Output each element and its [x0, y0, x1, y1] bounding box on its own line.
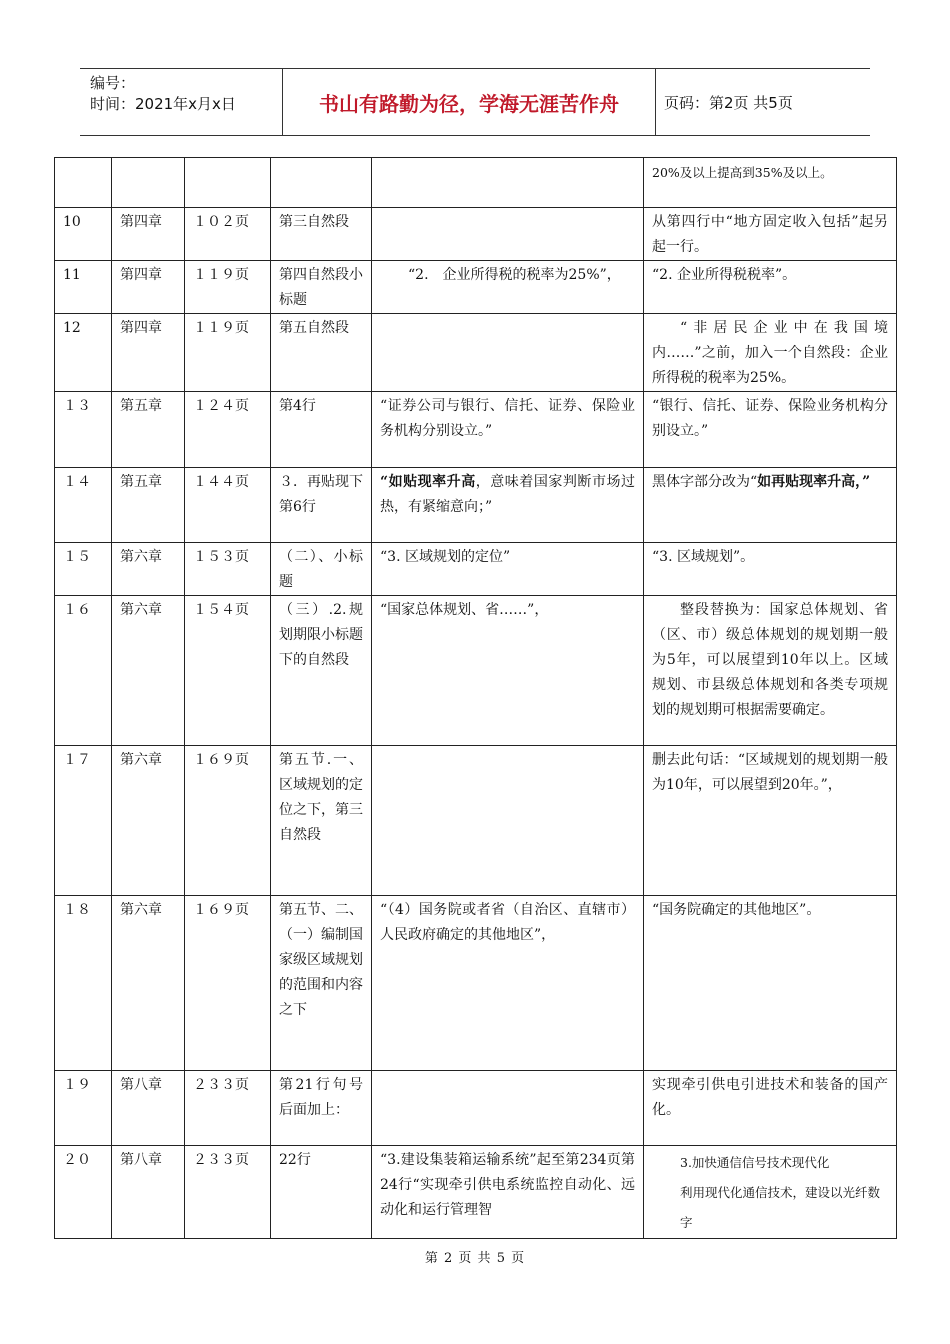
cell-revised: 实现牵引供电引进技术和装备的国产化。	[644, 1071, 897, 1146]
cell-revised: 20%及以上提高到35%及以上。	[644, 158, 897, 208]
revised-text: 黑体字部分改为“	[652, 474, 758, 490]
cell-page: １６９页	[185, 746, 271, 896]
cell-location: ３．再贴现下第6行	[271, 468, 372, 543]
cell-chapter	[112, 158, 185, 208]
cell-chapter: 第四章	[112, 314, 185, 392]
table-row	[55, 896, 897, 1071]
cell-revised: 整段替换为：国家总体规划、省（区、市）级总体规划的规划期一般为5年，可以展望到10年以上。区域规划、市县级总体规划和各类专项规划的规划期可根据需要确定。	[644, 596, 897, 746]
cell-page: １５３页	[185, 543, 271, 596]
cell-page: ２３３页	[185, 1071, 271, 1146]
date-label: 时间：2021年x月x日	[90, 95, 236, 113]
cell-no: １９	[55, 1071, 112, 1146]
cell-location: （三）.2.规划期限小标题下的自然段	[271, 596, 372, 746]
cell-page: １１９页	[185, 314, 271, 392]
cell-location: 第五节、二、（一）编制国家级区域规划的范围和内容之下	[271, 896, 372, 1071]
table-row	[55, 261, 897, 314]
table-row	[55, 746, 897, 896]
cell-no: 12	[55, 314, 112, 392]
cell-location: 22行	[271, 1146, 372, 1239]
cell-no: １４	[55, 468, 112, 543]
cell-page: １４４页	[185, 468, 271, 543]
cell-original: “2. 企业所得税的税率为25%”，	[372, 261, 644, 314]
table-row	[55, 208, 897, 261]
cell-no: １７	[55, 746, 112, 896]
header-motto: 书山有路勤为径，学海无涯苦作舟	[283, 69, 656, 135]
bold-text: “如贴现率升高	[380, 474, 476, 490]
cell-chapter: 第五章	[112, 468, 185, 543]
table-row	[55, 1146, 897, 1239]
errata-table	[54, 157, 897, 1239]
cell-no: 10	[55, 208, 112, 261]
header-page-info: 页码：第2页 共5页	[664, 93, 793, 112]
page-header	[80, 68, 870, 136]
cell-no: １６	[55, 596, 112, 746]
revised-line: 利用现代化通信技术，建设以光纤数字	[680, 1185, 881, 1230]
cell-location: 第五节.一、区域规划的定位之下，第三自然段	[271, 746, 372, 896]
cell-chapter: 第八章	[112, 1146, 185, 1239]
cell-original: “（4）国务院或者省（自治区、直辖市）人民政府确定的其他地区”，	[372, 896, 644, 1071]
cell-original: “证券公司与银行、信托、证券、保险业务机构分别设立。”	[372, 392, 644, 468]
cell-location: 第21行句号后面加上：	[271, 1071, 372, 1146]
header-meta	[80, 69, 283, 135]
cell-chapter: 第八章	[112, 1071, 185, 1146]
cell-revised: “国务院确定的其他地区”。	[644, 896, 897, 1071]
cell-revised: “3. 区域规划”。	[644, 543, 897, 596]
cell-page	[185, 158, 271, 208]
cell-no: １５	[55, 543, 112, 596]
cell-location: 第三自然段	[271, 208, 372, 261]
original-text: ，意味着国家判断市场过热，有紧缩意向；”	[380, 474, 635, 515]
cell-location: 第五自然段	[271, 314, 372, 392]
cell-original	[372, 1146, 644, 1239]
cell-original	[372, 314, 644, 392]
cell-no	[55, 158, 112, 208]
cell-no: １８	[55, 896, 112, 1071]
cell-chapter: 第六章	[112, 543, 185, 596]
table-row	[55, 392, 897, 468]
cell-chapter: 第四章	[112, 208, 185, 261]
number-label: 编号：	[90, 74, 136, 92]
cell-page: ２３３页	[185, 1146, 271, 1239]
cell-no: １３	[55, 392, 112, 468]
original-text: “3.建设集装箱运输系统”起至第234页第24行“实现牵引供电系统监控自动化、远动化和运行管理智	[380, 1152, 635, 1218]
cell-original	[372, 208, 644, 261]
cell-page: １０２页	[185, 208, 271, 261]
bold-text: 如再贴现率升高，”	[757, 474, 871, 490]
cell-original	[372, 158, 644, 208]
cell-location: （二）、小标题	[271, 543, 372, 596]
table-row	[55, 158, 897, 208]
cell-original: “国家总体规划、省……”，	[372, 596, 644, 746]
cell-page: １６９页	[185, 896, 271, 1071]
table-row	[55, 1071, 897, 1146]
cell-chapter: 第五章	[112, 392, 185, 468]
cell-location: 第4行	[271, 392, 372, 468]
table-row	[55, 543, 897, 596]
cell-chapter: 第六章	[112, 596, 185, 746]
cell-location	[271, 158, 372, 208]
cell-no: 11	[55, 261, 112, 314]
cell-page: １１９页	[185, 261, 271, 314]
cell-page: １２４页	[185, 392, 271, 468]
cell-original	[372, 468, 644, 543]
cell-revised: 从第四行中“地方固定收入包括”起另起一行。	[644, 208, 897, 261]
cell-revised	[644, 468, 897, 543]
cell-chapter: 第六章	[112, 896, 185, 1071]
cell-original	[372, 746, 644, 896]
cell-original: “3. 区域规划的定位”	[372, 543, 644, 596]
cell-page: １５４页	[185, 596, 271, 746]
cell-revised	[644, 1146, 897, 1239]
cell-chapter: 第四章	[112, 261, 185, 314]
revised-line: 3.加快通信信号技术现代化	[680, 1155, 830, 1170]
table-row	[55, 468, 897, 543]
cell-location: 第四自然段小标题	[271, 261, 372, 314]
cell-chapter: 第六章	[112, 746, 185, 896]
cell-no: ２０	[55, 1146, 112, 1239]
cell-original	[372, 1071, 644, 1146]
cell-revised: 删去此句话：“区域规划的规划期一般为10年，可以展望到20年。”，	[644, 746, 897, 896]
cell-revised: “非居民企业中在我国境内……”之前，加入一个自然段：企业所得税的税率为25%。	[644, 314, 897, 392]
cell-revised: “2. 企业所得税税率”。	[644, 261, 897, 314]
table-row	[55, 314, 897, 392]
cell-revised: “银行、信托、证券、保险业务机构分别设立。”	[644, 392, 897, 468]
table-row	[55, 596, 897, 746]
page-footer: 第 2 页 共 5 页	[424, 1251, 526, 1266]
